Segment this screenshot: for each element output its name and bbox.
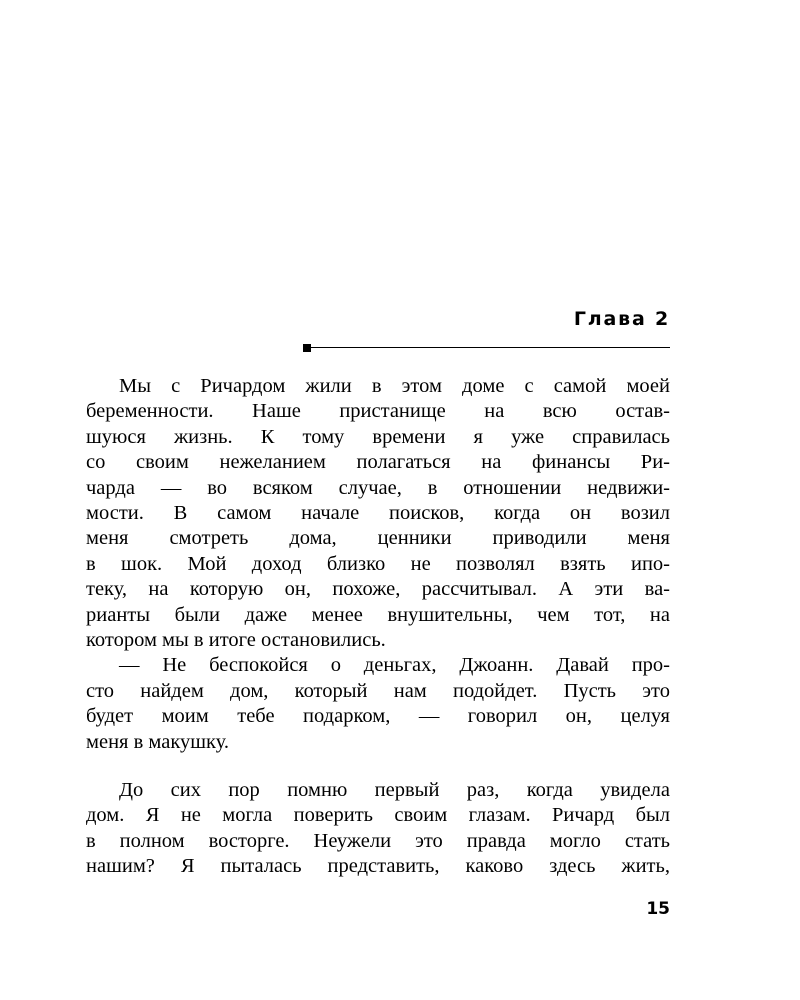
text-block-1 [86,374,670,755]
text-line: котором мы в итоге остановились. [86,629,386,652]
text-line: мости. В самом начале поисков, когда он возил [86,502,670,525]
text-line: — Не беспокойся о деньгах, Джоанн. Давай про- [119,654,670,677]
text-line: Мы с Ричардом жили в этом доме с самой моей [119,375,670,397]
text-line: шуюся жизнь. К тому времени я уже справилась [86,425,670,448]
text-line: меня в макушку. [86,730,230,753]
text-line: дом. Я не могла поверить своим глазам. Ричард был [86,804,670,827]
text-line: сто найдем дом, который нам подойдет. Пусть это [86,679,670,702]
text-block-2 [86,778,670,880]
page-number: 15 [646,899,670,919]
chapter-rule [308,347,670,348]
text-line: меня смотреть дома, ценники приводили меня [86,527,670,550]
text-line: со своим нежеланием полагаться на финансы Ри- [86,451,670,474]
text-line: До сих пор помню первый раз, когда увидела [119,779,670,801]
text-line: будет моим тебе подарком, — говорил он, целуя [86,705,670,728]
text-line: чарда — во всяком случае, в отношении недвижи- [86,476,670,499]
text-line: в шок. Мой доход близко не позволял взять ипо- [86,552,670,575]
chapter-title: Глава 2 [573,308,670,330]
text-line: теку, на которую он, похоже, рассчитывал. А эти ва- [86,578,670,601]
text-line: нашим? Я пыталась представить, каково здесь жить, [86,855,670,878]
text-line: рианты были даже менее внушительны, чем тот, на [86,603,670,626]
text-line: в полном восторге. Неужели это правда могло стать [86,829,670,852]
chapter-rule-marker [303,344,311,352]
text-line: беременности. Наше пристанище на всю остав- [86,400,670,423]
